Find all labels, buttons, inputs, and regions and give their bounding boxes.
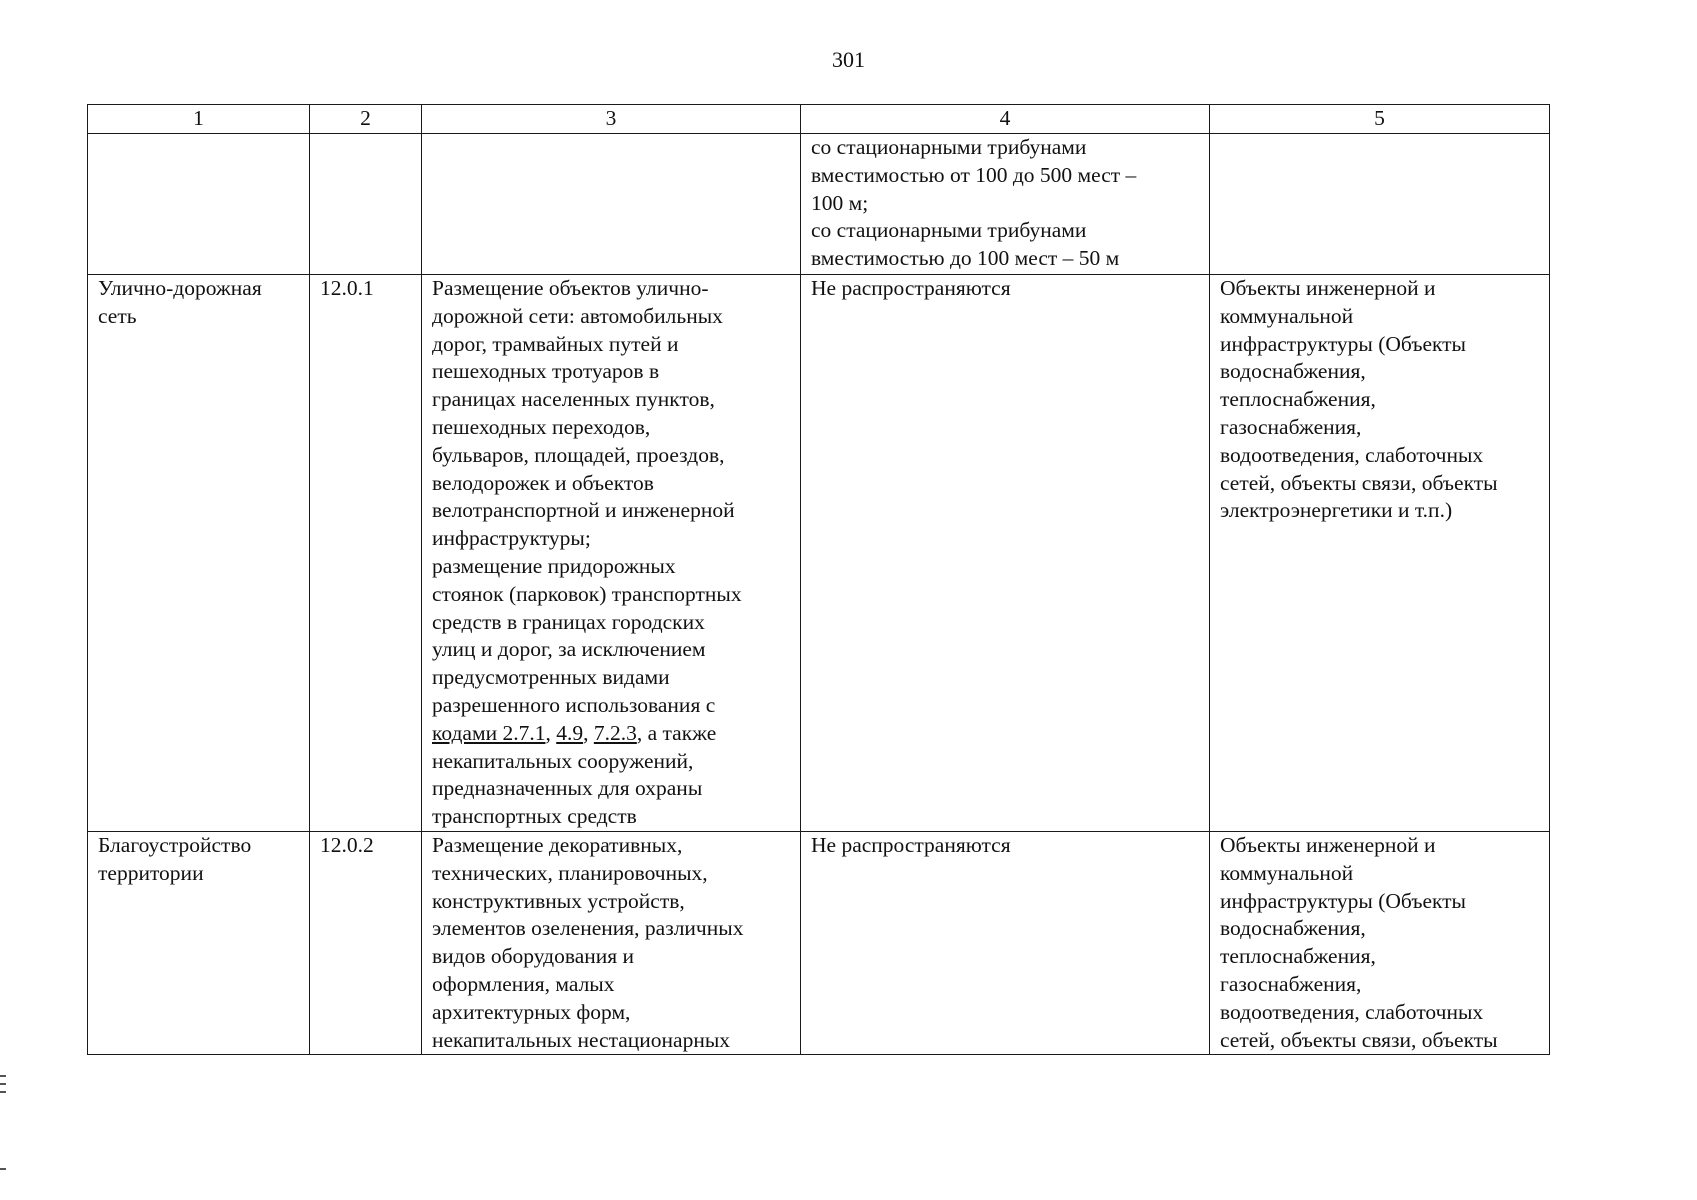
text-line: коммунальной: [1220, 303, 1354, 328]
column-header-1: 1: [88, 105, 310, 134]
text-line: границах населенных пунктов,: [432, 387, 715, 412]
cell-restrictions: [801, 134, 1210, 275]
cell-name: [88, 275, 310, 832]
text-line: средств в границах городских: [432, 609, 705, 634]
text-line: теплоснабжения,: [1220, 944, 1376, 969]
table-row-landscaping: [88, 831, 1550, 1054]
text-line: элементов озеленения, различных: [432, 916, 744, 941]
table-row-street-network: [88, 275, 1550, 832]
text-line: разрешенного использования с: [432, 692, 716, 717]
code-reference-link[interactable]: кодами 2.7.1: [432, 720, 546, 745]
table-row-continuation: [88, 134, 1550, 275]
text-line: инфраструктуры (Объекты: [1220, 888, 1467, 913]
text-line: видов оборудования и: [432, 944, 635, 969]
text-line: Размещение объектов улично-: [432, 276, 709, 300]
cell-auxiliary: [1210, 134, 1550, 275]
cell-code: [310, 134, 422, 275]
text-line-with-refs: [432, 720, 792, 748]
text-line: инфраструктуры;: [432, 526, 591, 551]
text-line: пешеходных переходов,: [432, 414, 651, 439]
text-line: некапитальных нестационарных: [432, 1027, 731, 1052]
scan-margin-mark: [0, 1168, 6, 1170]
text-line: водоснабжения,: [1220, 916, 1366, 941]
scan-margin-mark: [0, 1083, 6, 1085]
text-line: водоотведения, слаботочных: [1220, 999, 1484, 1024]
text-line: стоянок (парковок) транспортных: [432, 581, 742, 606]
text-line: предназначенных для охраны: [432, 776, 703, 801]
text-line: Размещение декоративных,: [432, 832, 683, 857]
text-line: архитектурных форм,: [432, 999, 631, 1024]
text-line: сетей, объекты связи, объекты: [1220, 1027, 1498, 1052]
text-line: улиц и дорог, за исключением: [432, 637, 706, 662]
cell-name: [88, 134, 310, 275]
text-line: сеть: [98, 303, 137, 328]
cell-description: [422, 831, 801, 1054]
separator: ,: [545, 720, 557, 745]
text-line: вместимостью до 100 мест – 50 м: [811, 246, 1120, 271]
text-line: 100 м;: [811, 190, 869, 215]
cell-auxiliary: [1210, 831, 1550, 1054]
code-reference-link[interactable]: 4.9: [556, 720, 584, 745]
text-line: сетей, объекты связи, объекты: [1220, 470, 1498, 495]
text-line: некапитальных сооружений,: [432, 748, 694, 773]
page-number: 301: [832, 47, 865, 72]
text-line: вместимостью от 100 до 500 мест –: [811, 162, 1137, 187]
text-line: со стационарными трибунами: [811, 135, 1087, 159]
suffix-text: , а также: [636, 720, 717, 745]
cell-code: 12.0.1: [310, 275, 422, 832]
text-line: велотранспортной и инженерной: [432, 498, 735, 523]
cell-restrictions: Не распространяются: [801, 275, 1210, 832]
text-line: газоснабжения,: [1220, 414, 1362, 439]
column-header-4: 4: [801, 105, 1210, 134]
text-line: водоотведения, слаботочных: [1220, 442, 1484, 467]
text-line: технических, планировочных,: [432, 860, 708, 885]
text-line: транспортных средств: [432, 804, 637, 829]
cell-restrictions: Не распространяются: [801, 831, 1210, 1054]
column-header-2: 2: [310, 105, 422, 134]
column-header-5: 5: [1210, 105, 1550, 134]
text-line: инфраструктуры (Объекты: [1220, 331, 1467, 356]
column-header-3: 3: [422, 105, 801, 134]
text-line: коммунальной: [1220, 860, 1354, 885]
text-line: Благоустройство: [98, 832, 252, 857]
land-use-table: [87, 104, 1550, 1055]
text-line: дорог, трамвайных путей и: [432, 331, 679, 356]
cell-description: [422, 134, 801, 275]
cell-description: [422, 275, 801, 832]
cell-auxiliary: [1210, 275, 1550, 832]
cell-code: 12.0.2: [310, 831, 422, 1054]
scan-margin-mark: [0, 1091, 6, 1093]
text-line: бульваров, площадей, проездов,: [432, 442, 725, 467]
text-line: дорожной сети: автомобильных: [432, 303, 723, 328]
text-line: электроэнергетики и т.п.): [1220, 498, 1453, 523]
text-line: предусмотренных видами: [432, 665, 670, 690]
text-line: конструктивных устройств,: [432, 888, 685, 913]
text-line: Объекты инженерной и: [1220, 276, 1436, 300]
text-line: оформления, малых: [432, 971, 615, 996]
text-line: Улично-дорожная: [98, 276, 262, 300]
text-line: территории: [98, 860, 204, 885]
text-line: водоснабжения,: [1220, 359, 1366, 384]
text-line: Объекты инженерной и: [1220, 832, 1436, 857]
separator: ,: [583, 720, 594, 745]
text-line: велодорожек и объектов: [432, 470, 654, 495]
text-line: газоснабжения,: [1220, 971, 1362, 996]
text-line: со стационарными трибунами: [811, 218, 1087, 243]
code-reference-link[interactable]: 7.2.3: [593, 720, 637, 745]
text-line: размещение придорожных: [432, 553, 676, 578]
column-number-header-row: [88, 105, 1550, 134]
text-line: пешеходных тротуаров в: [432, 359, 660, 384]
scan-margin-mark: [0, 1075, 6, 1077]
text-line: теплоснабжения,: [1220, 387, 1376, 412]
cell-name: [88, 831, 310, 1054]
